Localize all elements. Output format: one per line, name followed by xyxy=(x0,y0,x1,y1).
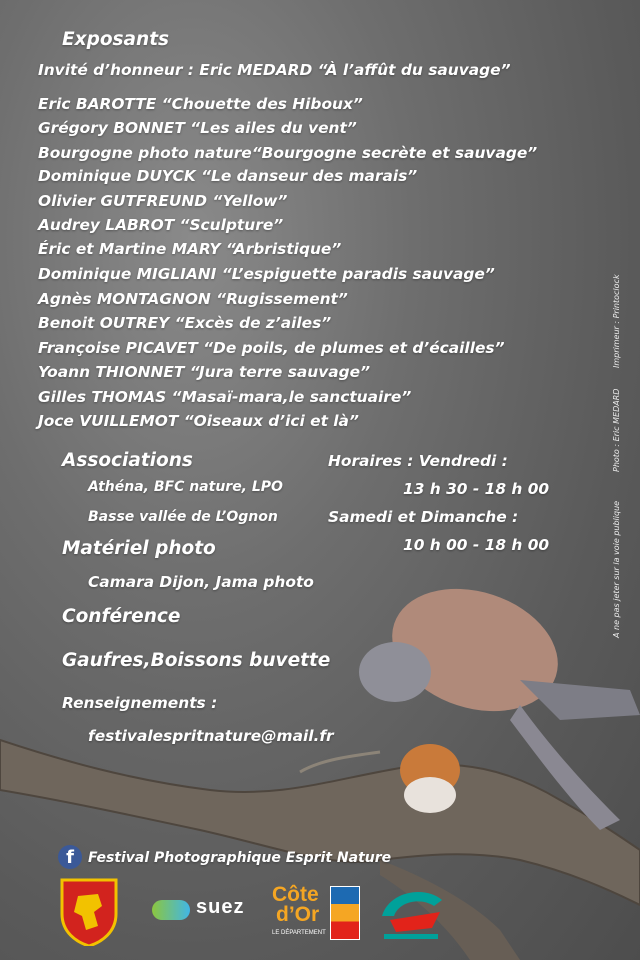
horaires-title: Horaires : Vendredi : xyxy=(328,452,508,470)
exhibitor-item: Bourgogne photo nature“Bourgogne secrète et sauvage” xyxy=(38,144,538,162)
photo-credit: Photo : Eric MEDARD xyxy=(612,388,621,472)
coat-of-arms-logo xyxy=(58,876,120,946)
materiel-title: Matériel photo xyxy=(62,538,216,559)
facebook-icon[interactable]: f xyxy=(58,845,82,869)
exhibitor-item: Dominique DUYCK “Le danseur des marais” xyxy=(38,167,418,185)
festival-name: Festival Photographique Esprit Nature xyxy=(88,850,392,866)
cotedor-logo xyxy=(272,884,362,944)
associations-line-2: Basse vallée de L’Ognon xyxy=(88,509,278,525)
voie-publique-note: A ne pas jeter sur la voie publique xyxy=(612,500,621,638)
suez-logo xyxy=(152,896,262,926)
imprimeur-credit: Imprimeur : Printoclock xyxy=(612,274,621,368)
exhibitor-item: Gilles THOMAS “Masaï-mara,le sanctuaire” xyxy=(38,388,412,406)
exhibitor-item: Audrey LABROT “Sculpture” xyxy=(38,216,284,234)
renseignements-title: Renseignements : xyxy=(62,694,218,712)
associations-title: Associations xyxy=(62,450,193,471)
exhibitor-item: Françoise PICAVET “De poils, de plumes et d’écailles” xyxy=(38,339,505,357)
guest-of-honour: Invité d’honneur : Eric MEDARD “À l’affût du sauvage” xyxy=(38,61,511,79)
exhibitor-item: Yoann THIONNET “Jura terre sauvage” xyxy=(38,363,371,381)
contact-email[interactable]: festivalespritnature@mail.fr xyxy=(88,727,334,745)
cotedor-flag-icon xyxy=(330,886,360,940)
buvette-title: Gaufres,Boissons buvette xyxy=(62,650,331,671)
exhibitor-item: Eric BAROTTE “Chouette des Hiboux” xyxy=(38,95,363,113)
suez-wordmark: suez xyxy=(196,896,245,918)
credit-agricole-logo xyxy=(376,882,446,942)
cotedor-line-2: d’Or xyxy=(276,903,320,926)
horaires-weekend-title: Samedi et Dimanche : xyxy=(328,508,519,526)
suez-swirl-icon xyxy=(152,900,190,920)
horaires-friday: 13 h 30 - 18 h 00 xyxy=(403,480,550,498)
exhibitor-item: Grégory BONNET “Les ailes du vent” xyxy=(38,119,357,137)
materiel-line: Camara Dijon, Jama photo xyxy=(88,573,314,591)
exhibitor-item: Éric et Martine MARY “Arbristique” xyxy=(38,240,342,258)
cotedor-subtitle: LE DÉPARTEMENT xyxy=(272,930,326,936)
exposants-title: Exposants xyxy=(62,29,170,50)
exhibitor-item: Agnès MONTAGNON “Rugissement” xyxy=(38,290,348,308)
associations-line-1: Athéna, BFC nature, LPO xyxy=(88,479,283,495)
exhibitor-item: Dominique MIGLIANI “L’espiguette paradis sauvage” xyxy=(38,265,495,283)
conference-title: Conférence xyxy=(62,606,181,627)
exhibitor-item: Benoit OUTREY “Excès de z’ailes” xyxy=(38,314,332,332)
cotedor-line-1: Côte xyxy=(272,883,319,906)
exhibitor-item: Olivier GUTFREUND “Yellow” xyxy=(38,192,288,210)
exhibitor-item: Joce VUILLEMOT “Oiseaux d’ici et là” xyxy=(38,412,359,430)
horaires-weekend: 10 h 00 - 18 h 00 xyxy=(403,536,550,554)
